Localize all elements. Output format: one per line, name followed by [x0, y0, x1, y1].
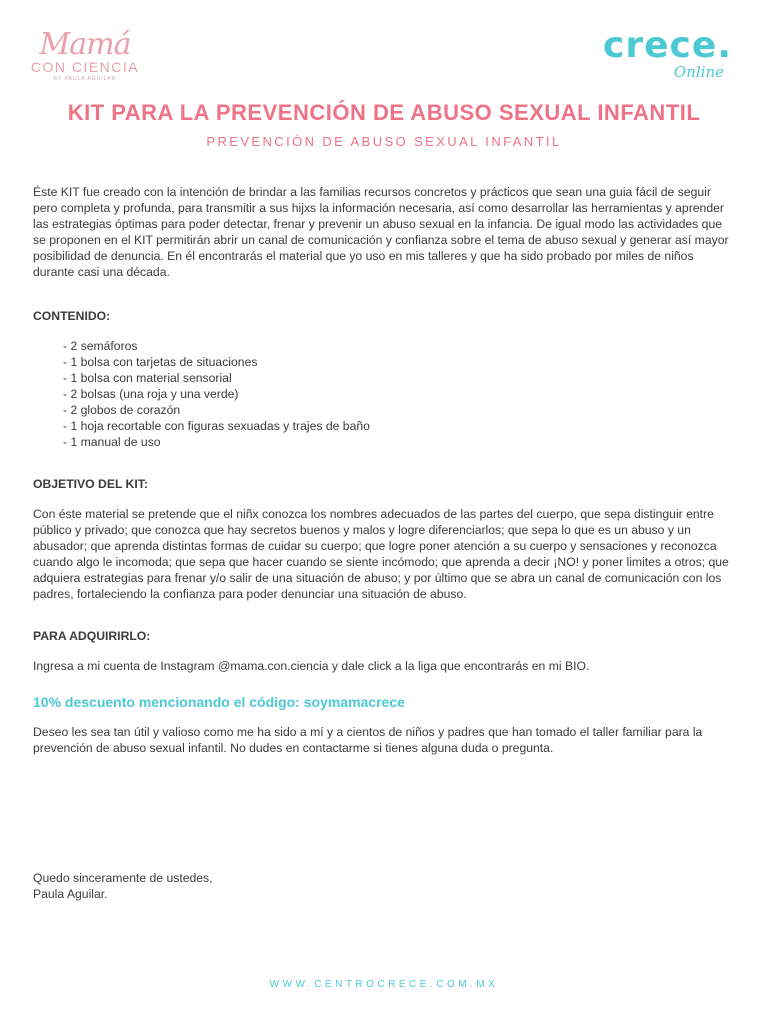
- contenido-list: [33, 338, 738, 450]
- signoff-line-1: Quedo sinceramente de ustedes,: [33, 871, 213, 885]
- contenido-heading: CONTENIDO:: [33, 309, 111, 323]
- footer-website: WWW.CENTROCRECE.COM.MX: [269, 979, 499, 990]
- logo-right-sub: Online: [673, 63, 724, 81]
- mama-con-ciencia-logo: [30, 27, 140, 88]
- list-item: - 2 semáforos: [63, 339, 138, 353]
- logo-right-main: crece.: [603, 25, 732, 66]
- page-subtitle: PREVENCIÓN DE ABUSO SEXUAL INFANTIL: [206, 134, 562, 149]
- logo-left-word: CON CIENCIA: [30, 59, 140, 75]
- crece-online-logo: [592, 25, 732, 84]
- closing-paragraph: Deseo les sea tan útil y valioso como me ha sido a mí y a cientos de niños y padres que han tomado el taller familiar para la prevención de abuso sexual infantil. No dudes en contactarme si tienes alguna duda o pregunta.: [33, 725, 703, 755]
- signoff-line-2: Paula Aguilar.: [33, 887, 108, 901]
- objetivo-paragraph: Con éste material se pretende que el niñx conozca los nombres adecuados de las partes del cuerpo, que sepa distinguir entre público y privado; que conozca que hay secretos buenos y malos y logre diferenciarlos; que sepa lo que es un abuso y un abusador; que aprenda distintas formas de cuidar su cuerpo; que logre poner atención a su cuerpo y sensaciones y reconozca cuando algo le incomoda; que sepa que hacer cuando se siente incómodo; que aprenda a decir ¡NO! y poner limites a otros; que adquiera estrategias para frenar y/o salir de una situación de abuso; y por último que se abra un canal de comunicación con los padres, fortaleciendo la confianza para poder denunciar una situación de abuso.: [33, 507, 729, 601]
- logo-left-script: Mamá: [39, 27, 131, 62]
- page-title: KIT PARA LA PREVENCIÓN DE ABUSO SEXUAL INFANTIL: [67, 100, 701, 125]
- list-item: - 1 bolsa con material sensorial: [63, 371, 232, 385]
- adquirir-paragraph: Ingresa a mi cuenta de Instagram @mama.con.ciencia y dale click a la liga que encontrarás en mi BIO.: [33, 659, 590, 673]
- intro-paragraph: Éste KIT fue creado con la intención de brindar a las familias recursos concretos y prácticos que sean una guia fácil de seguir pero completa y profunda, para transmitir a sus hijxs la información necesaria, así como desarrollar las herramientas y aprender las estrategias óptimas para poder detectar, frenar y prevenir un abuso sexual en la infancia. De igual modo las actividades que se proponen en el KIT permitirán abrir un canal de comunicación y confianza sobre el tema de abuso sexual y generar así mayor posibilidad de denuncia. En él encontrarás el material que yo uso en mis talleres y que ha sido probado por miles de niños durante casi una década.: [33, 185, 729, 279]
- adquirir-heading: PARA ADQUIRIRLO:: [33, 629, 151, 643]
- discount-code: 10% descuento mencionando el código: soymamacrece: [33, 694, 405, 710]
- list-item: - 2 globos de corazón: [63, 403, 181, 417]
- list-item: - 1 bolsa con tarjetas de situaciones: [63, 355, 258, 369]
- objetivo-heading: OBJETIVO DEL KIT:: [33, 477, 148, 491]
- document-body: [33, 184, 738, 902]
- logo-left-byline: BY PAULA AGUILAR: [53, 76, 117, 82]
- list-item: - 1 manual de uso: [63, 435, 161, 449]
- list-item: - 2 bolsas (una roja y una verde): [63, 387, 239, 401]
- list-item: - 1 hoja recortable con figuras sexuadas y trajes de baño: [63, 419, 370, 433]
